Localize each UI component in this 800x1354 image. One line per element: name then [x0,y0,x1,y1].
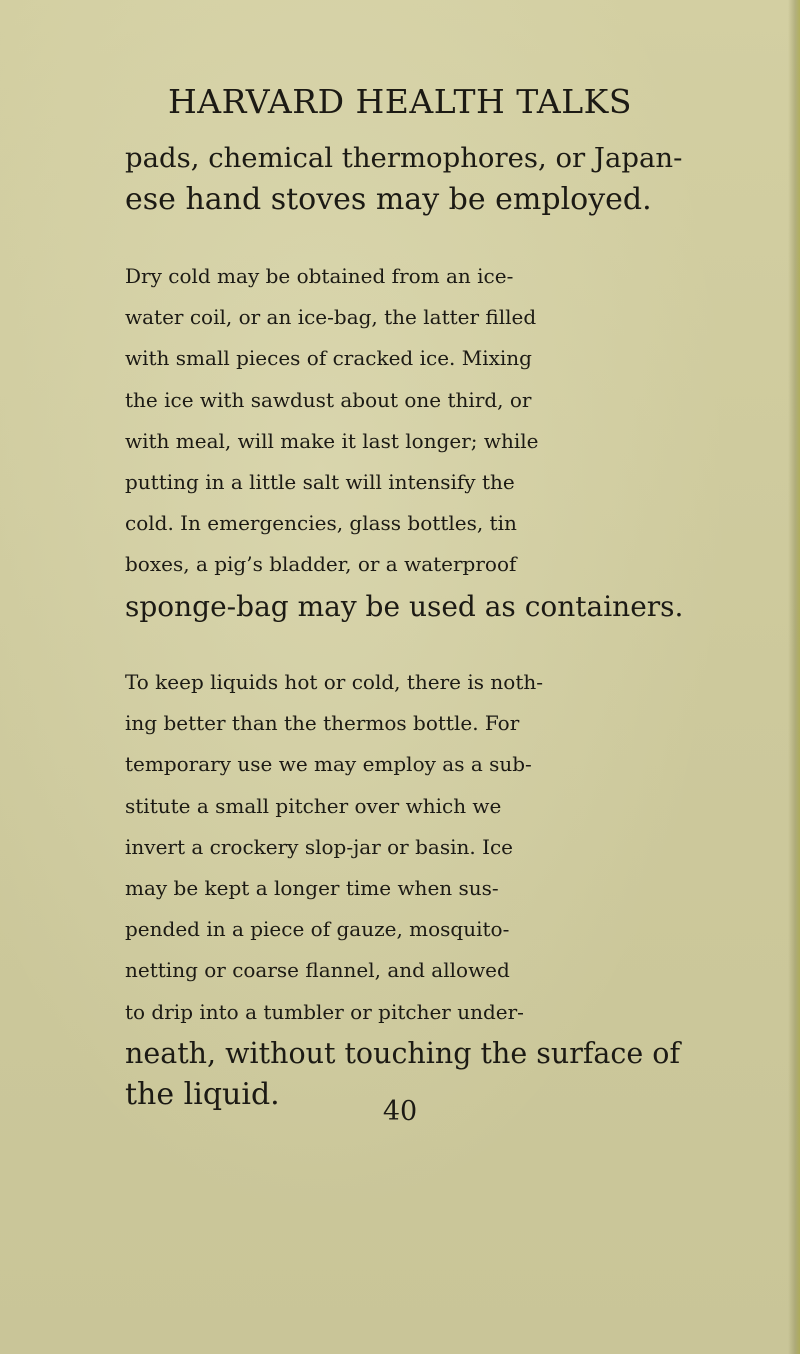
text-line: ese hand stoves may be employed. [125,182,652,218]
text-line: boxes, a pig’s bladder, or a waterproof [125,552,517,577]
text-line: with small pieces of cracked ice. Mixing [125,346,532,371]
text-line: invert a crockery slop-jar or basin. Ice [125,834,514,859]
text-line: with meal, will make it last longer; while [125,428,539,453]
text-line: ing better than the thermos bottle. For [125,711,520,736]
paragraph-1 [125,138,682,220]
text-line: pended in a piece of gauze, mosquito- [125,917,510,942]
text-line: pads, chemical thermophores, or Japan- [125,142,683,174]
text-line: may be kept a longer time when sus- [125,876,499,901]
text-line: the liquid. [125,1077,280,1113]
text-line: to drip into a tumbler or pitcher under- [125,999,524,1024]
text-line: neath, without touching the surface of [125,1036,681,1070]
text-line: cold. In emergencies, glass bottles, tin [125,511,517,536]
text-line: water coil, or an ice-bag, the latter filled [125,305,537,330]
text-line: the ice with sawdust about one third, or [125,387,532,412]
paragraph-2 [125,256,683,627]
running-head: HARVARD HEALTH TALKS [168,82,632,121]
page-number: 40 [382,1096,418,1127]
paragraph-3 [125,662,680,1115]
text-line: stitute a small pitcher over which we [125,793,502,818]
text-line: temporary use we may employ as a sub- [125,752,532,777]
text-line: netting or coarse flannel, and allowed [125,958,510,983]
page-edge [788,0,800,1354]
text-line: To keep liquids hot or cold, there is noth- [125,670,543,694]
text-line: Dry cold may be obtained from an ice- [125,264,514,288]
text-line: putting in a little salt will intensify the [125,470,515,495]
text-line: sponge-bag may be used as containers. [125,589,684,623]
